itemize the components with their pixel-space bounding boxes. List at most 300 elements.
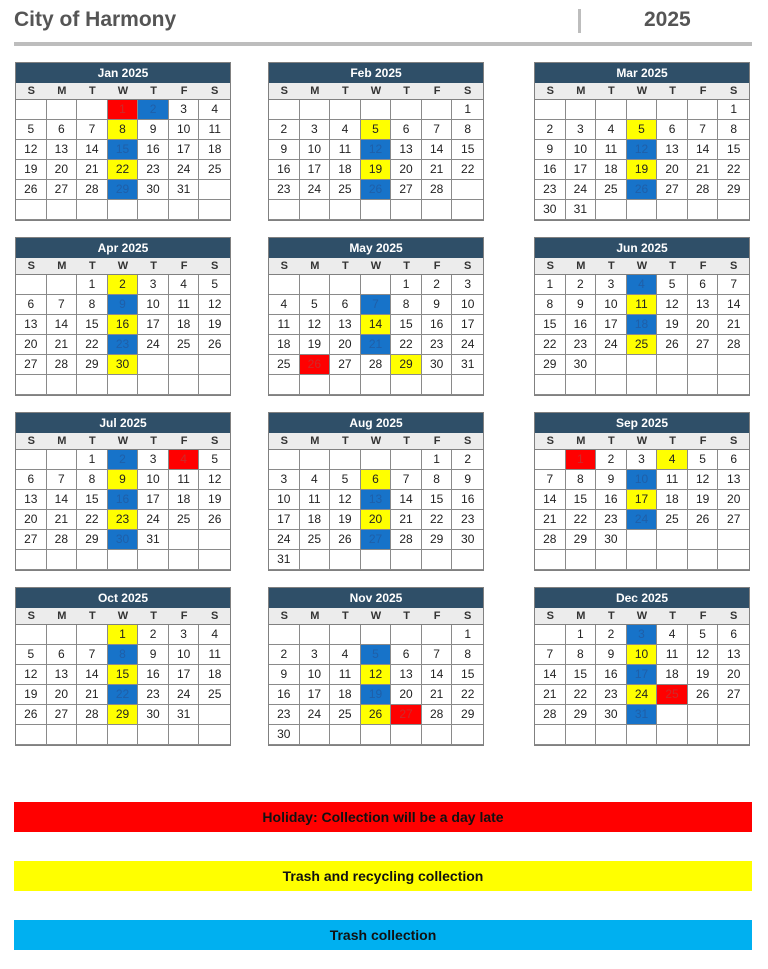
- day-cell: 14: [535, 665, 566, 685]
- day-cell: 11: [169, 295, 200, 315]
- day-cell: 21: [718, 315, 749, 335]
- day-cell: 8: [108, 120, 139, 140]
- day-cell: 13: [391, 665, 422, 685]
- day-cell: 28: [535, 705, 566, 725]
- empty-cell: [535, 550, 566, 570]
- day-cell: 9: [535, 140, 566, 160]
- day-cell: 14: [77, 140, 108, 160]
- empty-cell: [77, 550, 108, 570]
- empty-cell: [199, 530, 230, 550]
- day-cell: 18: [657, 490, 688, 510]
- day-cell: 3: [138, 450, 169, 470]
- empty-cell: [169, 200, 200, 220]
- day-cell: 27: [391, 705, 422, 725]
- day-cell: 25: [657, 510, 688, 530]
- month-feb: [268, 62, 484, 221]
- empty-cell: [138, 200, 169, 220]
- weekday-label: W: [636, 435, 648, 447]
- empty-cell: [199, 180, 230, 200]
- day-cell: 14: [361, 315, 392, 335]
- empty-cell: [169, 530, 200, 550]
- day-cell: 21: [422, 685, 453, 705]
- day-cell: 28: [535, 530, 566, 550]
- day-cell: 19: [330, 510, 361, 530]
- day-cell: 27: [718, 685, 749, 705]
- weekday-label: F: [180, 85, 188, 97]
- empty-cell: [16, 100, 47, 120]
- day-cell: 30: [596, 705, 627, 725]
- weekday-header: [269, 258, 483, 275]
- weekday-label: S: [27, 610, 35, 622]
- empty-cell: [269, 275, 300, 295]
- day-cell: 26: [16, 180, 47, 200]
- day-cell: 8: [77, 470, 108, 490]
- weekday-label: F: [180, 435, 188, 447]
- empty-cell: [535, 375, 566, 395]
- month-title: Oct 2025: [16, 588, 230, 608]
- empty-cell: [16, 275, 47, 295]
- day-cell: 30: [108, 530, 139, 550]
- empty-cell: [16, 625, 47, 645]
- day-cell: 22: [108, 160, 139, 180]
- day-cell: 22: [718, 160, 749, 180]
- month-aug: [268, 412, 484, 571]
- day-cell: 3: [169, 100, 200, 120]
- day-cell: 7: [47, 470, 78, 490]
- day-cell: 16: [269, 685, 300, 705]
- day-cell: 21: [47, 510, 78, 530]
- weekday-label: F: [699, 435, 707, 447]
- day-cell: 29: [77, 355, 108, 375]
- weekday-label: T: [669, 85, 676, 97]
- empty-cell: [688, 530, 719, 550]
- day-cell: 15: [452, 665, 483, 685]
- day-cell: 6: [391, 645, 422, 665]
- day-cell: 6: [16, 295, 47, 315]
- day-cell: 18: [169, 490, 200, 510]
- empty-cell: [169, 725, 200, 745]
- weekday-header: [535, 258, 749, 275]
- day-cell: 10: [169, 120, 200, 140]
- day-cell: 15: [535, 315, 566, 335]
- day-cell: 2: [138, 100, 169, 120]
- day-cell: 1: [108, 625, 139, 645]
- day-cell: 10: [452, 295, 483, 315]
- empty-cell: [300, 725, 331, 745]
- empty-cell: [16, 725, 47, 745]
- day-cell: 3: [627, 450, 658, 470]
- weekday-label: T: [403, 610, 410, 622]
- day-cell: 18: [596, 160, 627, 180]
- empty-cell: [391, 725, 422, 745]
- weekday-label: S: [211, 435, 219, 447]
- weekday-header: [16, 258, 230, 275]
- day-cell: 6: [361, 470, 392, 490]
- day-cell: 27: [16, 355, 47, 375]
- day-cell: 24: [300, 180, 331, 200]
- empty-cell: [391, 100, 422, 120]
- empty-cell: [199, 375, 230, 395]
- empty-cell: [16, 375, 47, 395]
- empty-cell: [199, 550, 230, 570]
- day-cell: 18: [169, 315, 200, 335]
- day-cell: 29: [566, 530, 597, 550]
- empty-cell: [330, 625, 361, 645]
- empty-cell: [169, 375, 200, 395]
- day-cell: 4: [300, 470, 331, 490]
- legend-holiday: Holiday: Collection will be a day late: [14, 802, 752, 832]
- empty-cell: [330, 375, 361, 395]
- weekday-label: S: [211, 85, 219, 97]
- month-nov: [268, 587, 484, 746]
- empty-cell: [391, 450, 422, 470]
- weekday-label: M: [310, 85, 320, 97]
- day-cell: 2: [566, 275, 597, 295]
- day-cell: 3: [596, 275, 627, 295]
- weekday-label: M: [57, 610, 67, 622]
- empty-cell: [77, 100, 108, 120]
- weekday-label: W: [117, 610, 129, 622]
- day-cell: 15: [77, 315, 108, 335]
- weekday-label: W: [370, 435, 382, 447]
- weekday-label: T: [150, 85, 157, 97]
- day-cell: 12: [300, 315, 331, 335]
- day-cell: 6: [688, 275, 719, 295]
- weekday-label: S: [464, 85, 472, 97]
- empty-cell: [269, 450, 300, 470]
- empty-cell: [657, 705, 688, 725]
- day-cell: 12: [199, 295, 230, 315]
- day-cell: 13: [718, 645, 749, 665]
- day-cell: 29: [452, 705, 483, 725]
- day-cell: 29: [718, 180, 749, 200]
- day-cell: 14: [77, 665, 108, 685]
- empty-cell: [688, 725, 719, 745]
- day-cell: 19: [688, 665, 719, 685]
- day-cell: 16: [108, 490, 139, 510]
- weekday-label: S: [546, 85, 554, 97]
- empty-cell: [391, 550, 422, 570]
- weekday-label: T: [669, 610, 676, 622]
- day-cell: 8: [718, 120, 749, 140]
- day-cell: 4: [169, 450, 200, 470]
- empty-cell: [422, 100, 453, 120]
- day-cell: 9: [269, 665, 300, 685]
- day-cell: 14: [688, 140, 719, 160]
- weekday-label: M: [576, 85, 586, 97]
- empty-cell: [361, 100, 392, 120]
- month-title: May 2025: [269, 238, 483, 258]
- day-cell: 12: [361, 665, 392, 685]
- empty-cell: [300, 100, 331, 120]
- empty-cell: [566, 375, 597, 395]
- day-cell: 29: [108, 705, 139, 725]
- weekday-label: S: [280, 85, 288, 97]
- empty-cell: [596, 375, 627, 395]
- day-cell: 23: [535, 180, 566, 200]
- day-cell: 11: [169, 470, 200, 490]
- weekday-label: S: [280, 610, 288, 622]
- day-cell: 24: [169, 685, 200, 705]
- day-cell: 25: [269, 355, 300, 375]
- day-cell: 26: [361, 180, 392, 200]
- day-cell: 13: [391, 140, 422, 160]
- day-cell: 16: [108, 315, 139, 335]
- day-cell: 1: [422, 450, 453, 470]
- day-cell: 15: [422, 490, 453, 510]
- day-cell: 7: [688, 120, 719, 140]
- day-cell: 12: [361, 140, 392, 160]
- day-cell: 9: [566, 295, 597, 315]
- month-sep: [534, 412, 750, 571]
- day-cell: 4: [330, 120, 361, 140]
- weekday-label: T: [89, 435, 96, 447]
- day-cell: 27: [16, 530, 47, 550]
- day-cell: 4: [627, 275, 658, 295]
- day-cell: 25: [596, 180, 627, 200]
- day-cell: 24: [169, 160, 200, 180]
- day-cell: 14: [47, 315, 78, 335]
- day-cell: 25: [199, 160, 230, 180]
- day-cell: 10: [138, 295, 169, 315]
- day-cell: 1: [566, 625, 597, 645]
- day-cell: 15: [108, 140, 139, 160]
- day-cell: 24: [138, 510, 169, 530]
- weekday-label: T: [150, 260, 157, 272]
- day-cell: 22: [422, 510, 453, 530]
- weekday-label: S: [464, 610, 472, 622]
- day-cell: 11: [199, 120, 230, 140]
- month-title: Feb 2025: [269, 63, 483, 83]
- day-cell: 19: [16, 160, 47, 180]
- day-cell: 20: [657, 160, 688, 180]
- day-cell: 29: [391, 355, 422, 375]
- day-cell: 18: [330, 685, 361, 705]
- empty-cell: [47, 200, 78, 220]
- header-rule: [14, 42, 752, 46]
- day-cell: 16: [422, 315, 453, 335]
- weekday-label: F: [699, 85, 707, 97]
- day-cell: 30: [596, 530, 627, 550]
- weekday-label: T: [150, 435, 157, 447]
- empty-cell: [47, 725, 78, 745]
- day-cell: 18: [330, 160, 361, 180]
- empty-cell: [108, 200, 139, 220]
- day-cell: 23: [138, 685, 169, 705]
- header-divider: [578, 9, 581, 33]
- empty-cell: [657, 200, 688, 220]
- weekday-header: [269, 608, 483, 625]
- day-cell: 8: [452, 120, 483, 140]
- empty-cell: [199, 725, 230, 745]
- day-cell: 17: [452, 315, 483, 335]
- weekday-label: W: [370, 85, 382, 97]
- day-cell: 23: [596, 510, 627, 530]
- day-grid: [16, 275, 230, 395]
- weekday-label: M: [576, 610, 586, 622]
- empty-cell: [330, 450, 361, 470]
- day-cell: 31: [452, 355, 483, 375]
- legend-trash-recycling: Trash and recycling collection: [14, 861, 752, 891]
- day-cell: 4: [199, 100, 230, 120]
- day-cell: 30: [535, 200, 566, 220]
- weekday-label: T: [342, 85, 349, 97]
- month-mar: [534, 62, 750, 221]
- day-cell: 1: [77, 275, 108, 295]
- day-cell: 21: [361, 335, 392, 355]
- day-cell: 14: [391, 490, 422, 510]
- weekday-label: T: [150, 610, 157, 622]
- day-cell: 27: [657, 180, 688, 200]
- day-cell: 7: [77, 120, 108, 140]
- day-cell: 15: [77, 490, 108, 510]
- day-cell: 6: [16, 470, 47, 490]
- day-cell: 12: [688, 470, 719, 490]
- month-title: Nov 2025: [269, 588, 483, 608]
- empty-cell: [138, 355, 169, 375]
- weekday-label: F: [433, 85, 441, 97]
- day-cell: 27: [47, 180, 78, 200]
- empty-cell: [16, 200, 47, 220]
- empty-cell: [627, 550, 658, 570]
- day-cell: 1: [77, 450, 108, 470]
- day-cell: 24: [596, 335, 627, 355]
- day-cell: 1: [391, 275, 422, 295]
- day-cell: 4: [199, 625, 230, 645]
- day-cell: 30: [566, 355, 597, 375]
- empty-cell: [688, 355, 719, 375]
- day-cell: 28: [718, 335, 749, 355]
- day-cell: 16: [138, 140, 169, 160]
- month-jun: [534, 237, 750, 396]
- month-jan: [15, 62, 231, 221]
- day-cell: 26: [199, 510, 230, 530]
- weekday-label: F: [699, 610, 707, 622]
- day-cell: 22: [566, 510, 597, 530]
- empty-cell: [300, 375, 331, 395]
- day-cell: 26: [16, 705, 47, 725]
- day-cell: 3: [300, 120, 331, 140]
- weekday-label: W: [636, 85, 648, 97]
- day-cell: 21: [535, 685, 566, 705]
- day-cell: 23: [138, 160, 169, 180]
- day-cell: 28: [688, 180, 719, 200]
- day-cell: 14: [535, 490, 566, 510]
- day-cell: 15: [108, 665, 139, 685]
- empty-cell: [300, 625, 331, 645]
- day-cell: 29: [77, 530, 108, 550]
- weekday-label: F: [433, 260, 441, 272]
- day-cell: 31: [169, 180, 200, 200]
- day-cell: 9: [108, 295, 139, 315]
- weekday-label: S: [546, 260, 554, 272]
- day-cell: 9: [108, 470, 139, 490]
- day-cell: 13: [330, 315, 361, 335]
- day-cell: 5: [330, 470, 361, 490]
- weekday-label: S: [27, 260, 35, 272]
- weekday-label: M: [57, 85, 67, 97]
- day-grid: [535, 275, 749, 395]
- day-cell: 13: [361, 490, 392, 510]
- day-cell: 24: [300, 705, 331, 725]
- empty-cell: [688, 100, 719, 120]
- day-cell: 9: [422, 295, 453, 315]
- day-cell: 25: [199, 685, 230, 705]
- day-cell: 16: [269, 160, 300, 180]
- empty-cell: [452, 200, 483, 220]
- day-grid: [535, 625, 749, 745]
- day-cell: 25: [330, 705, 361, 725]
- empty-cell: [688, 550, 719, 570]
- day-cell: 29: [108, 180, 139, 200]
- day-cell: 9: [138, 120, 169, 140]
- day-cell: 17: [627, 490, 658, 510]
- empty-cell: [452, 375, 483, 395]
- empty-cell: [169, 550, 200, 570]
- day-cell: 3: [169, 625, 200, 645]
- month-title: Aug 2025: [269, 413, 483, 433]
- empty-cell: [199, 705, 230, 725]
- empty-cell: [535, 625, 566, 645]
- empty-cell: [47, 375, 78, 395]
- empty-cell: [138, 375, 169, 395]
- day-cell: 22: [77, 335, 108, 355]
- day-cell: 26: [688, 510, 719, 530]
- day-cell: 27: [47, 705, 78, 725]
- day-cell: 5: [300, 295, 331, 315]
- day-cell: 7: [718, 275, 749, 295]
- empty-cell: [657, 725, 688, 745]
- day-cell: 1: [718, 100, 749, 120]
- empty-cell: [108, 550, 139, 570]
- day-cell: 30: [269, 725, 300, 745]
- month-title: Jul 2025: [16, 413, 230, 433]
- day-cell: 1: [452, 625, 483, 645]
- day-cell: 9: [596, 645, 627, 665]
- day-cell: 29: [535, 355, 566, 375]
- day-cell: 16: [452, 490, 483, 510]
- empty-cell: [566, 100, 597, 120]
- weekday-label: F: [433, 435, 441, 447]
- day-cell: 2: [138, 625, 169, 645]
- day-cell: 23: [108, 335, 139, 355]
- day-cell: 24: [269, 530, 300, 550]
- day-cell: 5: [16, 645, 47, 665]
- empty-cell: [391, 375, 422, 395]
- day-cell: 20: [47, 685, 78, 705]
- day-cell: 27: [688, 335, 719, 355]
- empty-cell: [47, 450, 78, 470]
- day-cell: 8: [77, 295, 108, 315]
- day-cell: 28: [422, 705, 453, 725]
- day-cell: 23: [108, 510, 139, 530]
- page-header: [0, 0, 768, 46]
- day-cell: 11: [330, 140, 361, 160]
- empty-cell: [47, 625, 78, 645]
- empty-cell: [452, 550, 483, 570]
- day-cell: 4: [657, 450, 688, 470]
- month-title: Sep 2025: [535, 413, 749, 433]
- empty-cell: [138, 550, 169, 570]
- day-cell: 20: [361, 510, 392, 530]
- day-cell: 8: [566, 470, 597, 490]
- day-cell: 12: [627, 140, 658, 160]
- day-cell: 16: [138, 665, 169, 685]
- day-cell: 26: [330, 530, 361, 550]
- day-cell: 26: [300, 355, 331, 375]
- day-cell: 2: [108, 275, 139, 295]
- empty-cell: [718, 355, 749, 375]
